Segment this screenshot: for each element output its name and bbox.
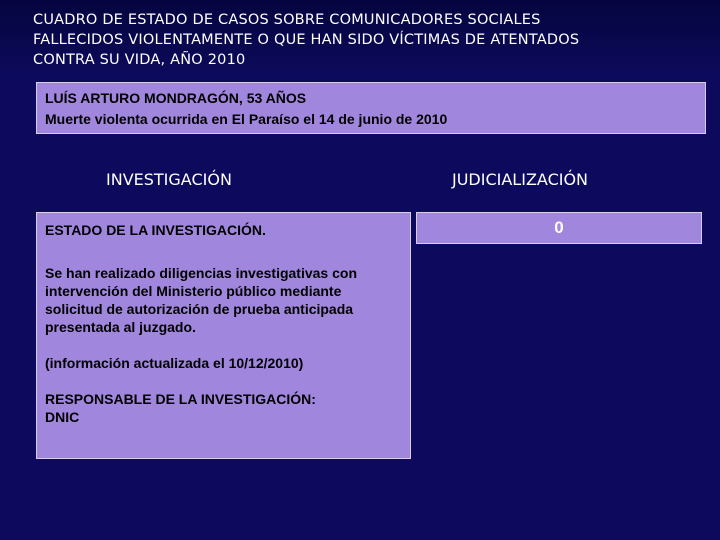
title-line-2: FALLECIDOS VIOLENTAMENTE O QUE HAN SIDO VÍCTIMAS DE ATENTADOS bbox=[33, 32, 580, 48]
judicialization-count: 0 bbox=[554, 218, 564, 237]
case-name: LUÍS ARTURO MONDRAGÓN, 53 AÑOS bbox=[45, 90, 307, 106]
responsible-value: DNIC bbox=[45, 409, 80, 425]
investigation-status-title: ESTADO DE LA INVESTIGACIÓN. bbox=[45, 222, 266, 238]
investigation-body: Se han realizado diligencias investigativas con intervención del Ministerio público mediante solicitud de autorización de prueba anticipada presentada al juzgado. bbox=[45, 265, 357, 335]
responsible-label: RESPONSABLE DE LA INVESTIGACIÓN: bbox=[45, 391, 316, 407]
investigation-update-note: (información actualizada el 10/12/2010) bbox=[45, 355, 304, 371]
investigation-heading: INVESTIGACIÓN bbox=[106, 170, 232, 189]
investigation-status-box bbox=[36, 212, 411, 459]
case-summary-box bbox=[36, 82, 706, 134]
judicialization-heading: JUDICIALIZACIÓN bbox=[452, 170, 589, 189]
page-title bbox=[33, 10, 703, 70]
case-description: Muerte violenta ocurrida en El Paraíso el 14 de junio de 2010 bbox=[45, 111, 448, 127]
title-line-3: CONTRA SU VIDA, AÑO 2010 bbox=[33, 52, 246, 68]
title-line-1: CUADRO DE ESTADO DE CASOS SOBRE COMUNICADORES SOCIALES bbox=[33, 12, 541, 28]
judicialization-count-box bbox=[416, 212, 702, 244]
